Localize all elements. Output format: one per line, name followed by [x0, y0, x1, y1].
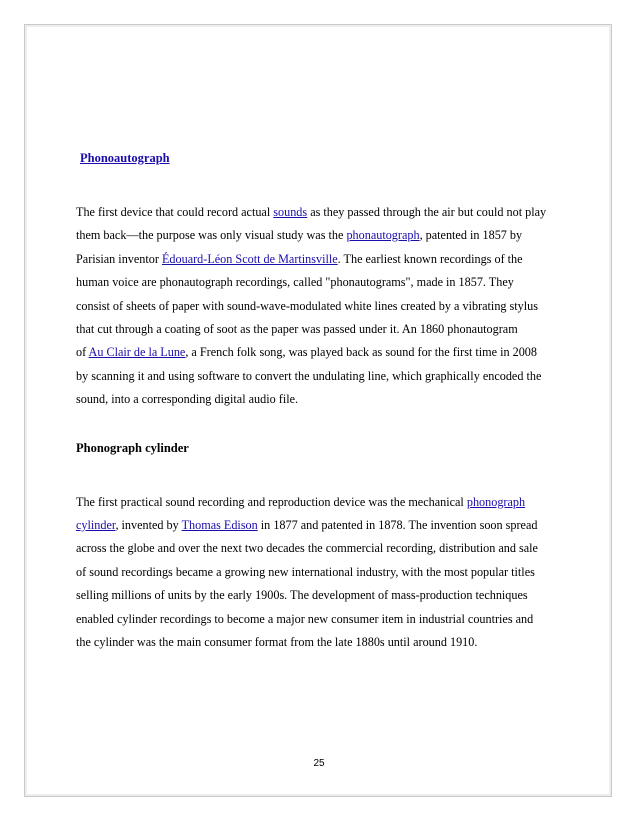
- text-line: [76, 341, 576, 364]
- text-run: selling millions of units by the early 1900s. The development of mass-production techniques: [76, 588, 528, 603]
- text-line: [76, 224, 576, 247]
- text-run: , patented in 1857 by: [419, 228, 523, 243]
- text-run: across the globe and over the next two decades the commercial recording, distribution and sale: [76, 541, 538, 556]
- text-line: [76, 608, 576, 631]
- text-run: by scanning it and using software to convert the undulating line, which graphically encoded the: [76, 368, 542, 383]
- heading-phonautograph: [80, 148, 576, 168]
- text-run: The first device that could record actual: [76, 205, 274, 219]
- document-body: [76, 148, 576, 655]
- text-run: that cut through a coating of soot as the paper was passed under it. An 1860 phonautogram: [76, 322, 518, 337]
- text-line: [76, 295, 576, 318]
- text-line: [76, 491, 576, 514]
- paragraph-phonautograph: [76, 201, 576, 412]
- link-au-clair-de-la-lune[interactable]: Au Clair de la Lune: [88, 345, 186, 360]
- text-line: [76, 248, 576, 271]
- text-run: of sound recordings became a growing new international industry, with the most popular titles: [76, 564, 535, 579]
- text-run: human voice are phonautograph recordings, called "phonautograms", made in 1857. They: [76, 275, 514, 290]
- text-line: [76, 537, 576, 560]
- text-line: [76, 318, 576, 341]
- text-line: [76, 561, 576, 584]
- text-run: sound, into a corresponding digital audio file.: [76, 392, 299, 407]
- text-run: in 1877 and patented in 1878. The invention soon spread: [257, 518, 538, 533]
- heading-phonautograph-link[interactable]: Phonoautograph: [80, 151, 170, 165]
- link-sounds[interactable]: sounds: [273, 205, 308, 219]
- text-line: [76, 631, 576, 654]
- text-run: . The earliest known recordings of the: [337, 251, 523, 266]
- text-run: , a French folk song, was played back as sound for the first time in 2008: [185, 345, 537, 360]
- page-number: 25: [313, 758, 325, 769]
- text-run: The first practical sound recording and reproduction device was the mechanical: [76, 494, 467, 509]
- text-line: [76, 514, 576, 537]
- link-phonautograph[interactable]: phonautograph: [346, 228, 420, 243]
- text-run: them back—the purpose was only visual study was the: [76, 228, 347, 243]
- text-line: [76, 388, 576, 411]
- link-douard-l-on-scott-de-martinsville[interactable]: Édouard-Léon Scott de Martinsville: [161, 251, 338, 266]
- text-line: [76, 201, 576, 224]
- text-line: [76, 365, 576, 388]
- link-cylinder[interactable]: cylinder: [76, 518, 116, 533]
- text-line: [76, 271, 576, 294]
- link-phonograph[interactable]: phonograph: [466, 494, 526, 509]
- text-run: the cylinder was the main consumer format from the late 1880s until around 1910.: [76, 635, 478, 650]
- paragraph-phonograph-cylinder: [76, 491, 576, 655]
- text-run: of: [76, 345, 89, 360]
- text-line: [76, 584, 576, 607]
- heading-phonograph-cylinder: Phonograph cylinder: [76, 440, 189, 455]
- text-run: as they passed through the air but could not play: [307, 205, 547, 219]
- text-run: enabled cylinder recordings to become a major new consumer item in industrial countries and: [76, 611, 534, 626]
- link-thomas-edison[interactable]: Thomas Edison: [181, 518, 258, 533]
- text-run: consist of sheets of paper with sound-wave-modulated white lines created by a vibrating stylus: [76, 298, 538, 313]
- text-run: Parisian inventor: [76, 251, 162, 266]
- text-run: , invented by: [115, 518, 182, 533]
